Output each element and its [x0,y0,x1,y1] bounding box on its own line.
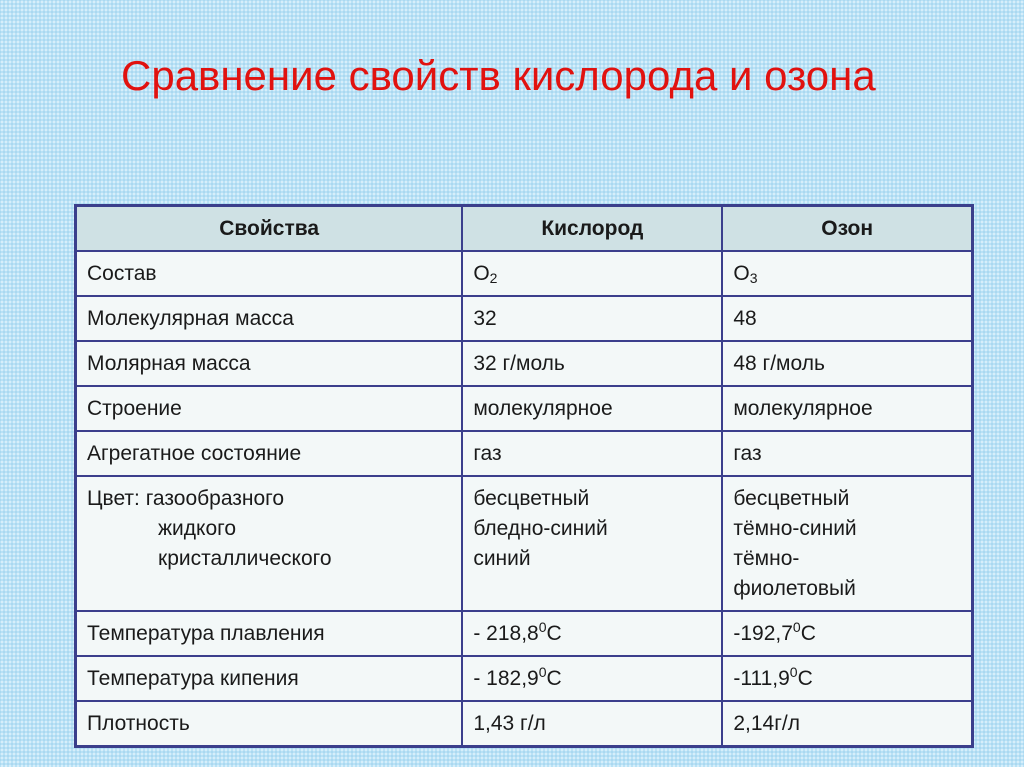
oxygen-cell [462,656,722,701]
oxygen-cell [462,611,722,656]
color-label-crystal: кристаллического [158,547,332,570]
ozone-cell: 2,14г/л [722,701,972,747]
degree-superscript: 0 [538,664,547,680]
temp-unit: С [800,622,816,645]
ozone-cell: 48 [722,296,972,341]
ozone-color-crystal-cont: фиолетовый [733,577,856,600]
formula-base: O [473,262,490,285]
header-properties: Свойства [76,206,463,252]
oxygen-cell: 1,43 г/л [462,701,722,747]
temp-unit: С [546,667,562,690]
temp-unit: С [797,667,813,690]
oxygen-cell: 32 [462,296,722,341]
oxygen-cell: молекулярное [462,386,722,431]
table-row [76,611,973,656]
oxygen-cell: 32 г/моль [462,341,722,386]
ozone-color-gas: бесцветный [733,487,850,510]
degree-superscript: 0 [789,664,798,680]
ozone-color-liquid: тёмно-синий [733,517,857,540]
oxygen-cell [462,251,722,296]
property-cell: Молярная масса [76,341,463,386]
temp-value: -111,9 [733,667,790,690]
property-cell: Плотность [76,701,463,747]
header-ozone: Озон [722,206,972,252]
formula-subscript: 3 [749,270,758,286]
temp-value: - 218,8 [473,622,539,645]
table-row [76,341,973,386]
oxygen-cell: газ [462,431,722,476]
oxygen-cell [462,476,722,611]
oxygen-color-gas: бесцветный [473,487,590,510]
ozone-cell [722,251,972,296]
temp-value: -192,7 [733,622,793,645]
table-row [76,431,973,476]
property-cell: Агрегатное состояние [76,431,463,476]
table-row [76,476,973,611]
color-label-gas: Цвет: газообразного [87,487,285,510]
property-cell: Строение [76,386,463,431]
table-row [76,386,973,431]
ozone-cell: 48 г/моль [722,341,972,386]
slide-title: Сравнение свойств кислорода и озона [121,52,876,99]
property-cell [76,476,463,611]
formula-base: O [733,262,750,285]
property-cell: Молекулярная масса [76,296,463,341]
degree-superscript: 0 [792,619,801,635]
ozone-color-crystal: тёмно- [733,547,800,570]
property-cell: Состав [76,251,463,296]
table-row [76,296,973,341]
ozone-cell [722,656,972,701]
comparison-table [74,204,974,748]
ozone-cell: молекулярное [722,386,972,431]
color-label-liquid: жидкого [158,517,237,540]
property-cell: Температура плавления [76,611,463,656]
ozone-cell [722,476,972,611]
property-cell: Температура кипения [76,656,463,701]
table-row [76,251,973,296]
degree-superscript: 0 [538,619,547,635]
ozone-cell: газ [722,431,972,476]
table-header-row [76,206,973,252]
temp-unit: С [546,622,562,645]
oxygen-color-crystal: синий [473,547,531,570]
formula-subscript: 2 [489,270,498,286]
table-row [76,656,973,701]
table-row [76,701,973,747]
temp-value: - 182,9 [473,667,539,690]
header-oxygen: Кислород [462,206,722,252]
ozone-cell [722,611,972,656]
oxygen-color-liquid: бледно-синий [473,517,608,540]
